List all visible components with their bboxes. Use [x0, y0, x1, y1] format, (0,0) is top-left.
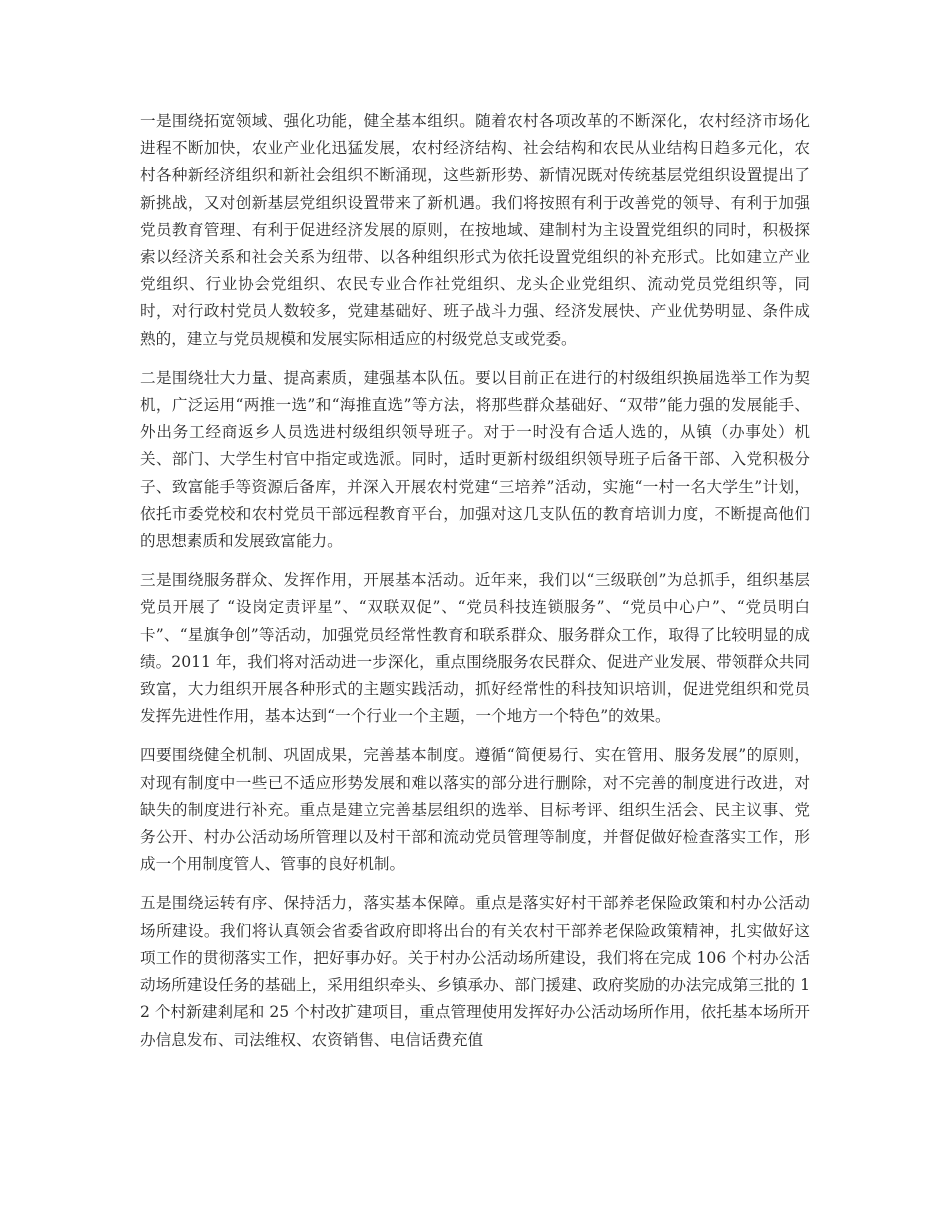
paragraph-3: 三是围绕服务群众、发挥作用，开展基本活动。近年来，我们以“三级联创”为总抓手，组织基层党员开展了 “设岗定责评星”、“双联双促”、“党员科技连锁服务”、“党员中心户”、“党员明白卡”、“星旗争创”等活动，加强党员经常性教育和联系群众、服务群众工作，取得了比较明显的成绩。2011 年，我们将对活动进一步深化，重点围绕服务农民群众、促进产业发展、带领群众共同致富，大力组织开展各种形式的主题实践活动，抓好经常性的科技知识培训，促进党组织和党员发挥先进性作用，基本达到“一个行业一个主题，一个地方一个特色”的效果。 — [140, 571, 810, 726]
paragraph-4: 四要围绕健全机制、巩固成果，完善基本制度。遵循“简便易行、实在管用、服务发展”的原则，对现有制度中一些已不适应形势发展和难以落实的部分进行删除，对不完善的制度进行改进，对缺失的制度进行补充。重点是建立完善基层组织的选举、目标考评、组织生活会、民主议事、党务公开、村办公活动场所管理以及村干部和流动党员管理等制度，并督促做好检查落实工作，形成一个用制度管人、管事的良好机制。 — [140, 746, 810, 874]
paragraph-1: 一是围绕拓宽领域、强化功能，健全基本组织。随着农村各项改革的不断深化，农村经济市场化进程不断加快，农业产业化迅猛发展，农村经济结构、社会结构和农民从业结构日趋多元化，农村各种新经济组织和新社会组织不断涌现，这些新形势、新情况既对传统基层党组织设置提出了新挑战，又对创新基层党组织设置带来了新机遇。我们将按照有利于改善党的领导、有利于加强党员教育管理、有利于促进经济发展的原则，在按地域、建制村为主设置党组织的同时，积极探索以经济关系和社会关系为纽带、以各种组织形式为依托设置党组织的补充形式。比如建立产业党组织、行业协会党组织、农民专业合作社党组织、龙头企业党组织、流动党员党组织等，同时，对行政村党员人数较多，党建基础好、班子战斗力强、经济发展快、产业优势明显、条件成熟的，建立与党员规模和发展实际相适应的村级党总支或党委。 — [140, 112, 810, 348]
paragraph-2: 二是围绕壮大力量、提高素质，建强基本队伍。要以目前正在进行的村级组织换届选举工作为契机，广泛运用“两推一选”和“海推直选”等方法，将那些群众基础好、“双带”能力强的发展能手、外出务工经商返乡人员选进村级组织领导班子。对于一时没有合适人选的，从镇（办事处）机关、部门、大学生村官中指定或选派。同时，适时更新村级组织领导班子后备干部、入党积极分子、致富能手等资源后备库，并深入开展农村党建“三培养”活动，实施“一村一名大学生”计划，依托市委党校和农村党员干部远程教育平台，加强对这几支队伍的教育培训力度，不断提高他们的思想素质和发展致富能力。 — [140, 368, 810, 551]
paragraph-5: 五是围绕运转有序、保持活力，落实基本保障。重点是落实好村干部养老保险政策和村办公活动场所建设。我们将认真领会省委省政府即将出台的有关农村干部养老保险政策精神，扎实做好这项工作的贯彻落实工作，把好事办好。关于村办公活动场所建设，我们将在完成 106 个村办公活动场所建设任务的基础上，采用组织牵头、乡镇承办、部门援建、政府奖励的办法完成第三批的 12 个村新建剎尾和 25 个村改扩建项目，重点管理使用发挥好办公活动场所作用，依托基本场所开办信息发布、司法维权、农资销售、电信话费充值 — [140, 894, 810, 1049]
document-body — [140, 108, 810, 1066]
